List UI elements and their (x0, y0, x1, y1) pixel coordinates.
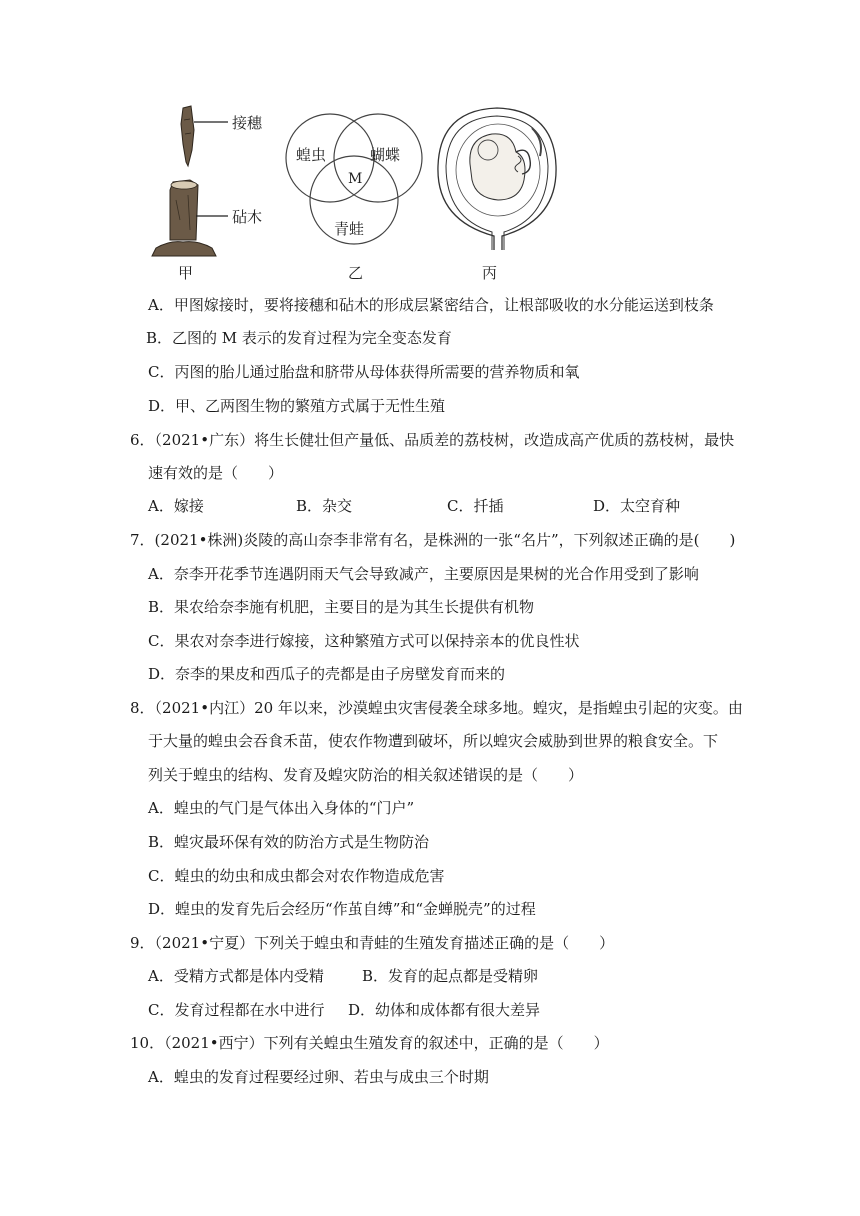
q8-stem-line2: 于大量的蝗虫会吞食禾苗，使农作物遭到破坏，所以蝗灾会威胁到世界的粮食安全。下 (148, 732, 719, 750)
q5-option-c: C．丙图的胎儿通过胎盘和脐带从母体获得所需要的营养物质和氧 (148, 363, 580, 381)
stock-label: 砧木 (232, 208, 263, 226)
venn-center-m: M (348, 171, 363, 187)
figure-row (150, 100, 580, 285)
q9-option-b: B．发育的起点都是受精卵 (362, 967, 539, 985)
q6-option-c: C．扦插 (447, 497, 504, 515)
figure-bing-caption: 丙 (482, 264, 498, 282)
q9-stem-line1: 9．（2021•宁夏）下列关于蝗虫和青蛙的生殖发育描述正确的是（ ） (130, 934, 615, 952)
q6-option-b: B．杂交 (296, 497, 353, 515)
q8-option-a: A．蝗虫的气门是气体出入身体的“门户” (148, 799, 415, 817)
figure-jia-caption: 甲 (178, 264, 194, 282)
q8-stem-line1: 8．（2021•内江）20 年以来，沙漠蝗虫灾害侵袭全球多地。蝗灾，是指蝗虫引起的灾变。由 (130, 699, 743, 717)
venn-circle-locust: 蝗虫 (296, 146, 327, 164)
figure-yi-caption: 乙 (348, 264, 364, 282)
q8-stem-line3: 列关于蝗虫的结构、发育及蝗灾防治的相关叙述错误的是（ ） (148, 766, 584, 784)
q6-stem-line1: 6．（2021•广东）将生长健壮但产量低、品质差的荔枝树，改造成高产优质的荔枝树，最快 (130, 431, 735, 449)
uterus-fetus-illustration (432, 100, 562, 260)
q7-option-d: D．奈李的果皮和西瓜子的壳都是由子房壁发育而来的 (148, 665, 506, 683)
venn-circle-butterfly: 蝴蝶 (370, 146, 401, 164)
figure-yi-venn (280, 100, 430, 285)
q9-option-d: D．幼体和成体都有很大差异 (348, 1001, 541, 1019)
q8-option-b: B．蝗灾最环保有效的防治方式是生物防治 (148, 833, 430, 851)
scion-label: 接穗 (232, 114, 263, 132)
q5-option-b: B．乙图的 M 表示的发育过程为完全变态发育 (146, 329, 452, 347)
q7-option-a: A．奈李开花季节连遇阴雨天气会导致减产，主要原因是果树的光合作用受到了影响 (148, 565, 699, 583)
figure-jia-grafting (150, 100, 280, 285)
q7-stem-line1: 7．(2021•株洲)炎陵的高山奈李非常有名，是株洲的一张“名片”，下列叙述正确的是( ) (130, 531, 736, 549)
q6-option-a: A．嫁接 (148, 497, 204, 515)
q9-option-c: C．发育过程都在水中进行 (148, 1001, 325, 1019)
q5-option-a: A．甲图嫁接时，要将接穗和砧木的形成层紧密结合，让根部吸收的水分能运送到枝条 (148, 296, 714, 314)
q10-stem-line1: 10．（2021•西宁）下列有关蝗虫生殖发育的叙述中，正确的是（ ） (130, 1034, 609, 1052)
q6-stem-line2: 速有效的是（ ） (148, 464, 284, 482)
q7-option-c: C．果农对奈李进行嫁接，这种繁殖方式可以保持亲本的优良性状 (148, 632, 580, 650)
venn-circle-frog: 青蛙 (334, 220, 365, 238)
q10-option-a: A．蝗虫的发育过程要经过卵、若虫与成虫三个时期 (148, 1068, 489, 1086)
q5-option-d: D．甲、乙两图生物的繁殖方式属于无性生殖 (148, 397, 446, 415)
q7-option-b: B．果农给奈李施有机肥，主要目的是为其生长提供有机物 (148, 598, 535, 616)
q8-option-c: C．蝗虫的幼虫和成虫都会对农作物造成危害 (148, 867, 445, 885)
q8-option-d: D．蝗虫的发育先后会经历“作茧自缚”和“金蝉脱壳”的过程 (148, 900, 536, 918)
figure-bing-uterus (432, 100, 562, 285)
q9-option-a: A．受精方式都是体内受精 (148, 967, 324, 985)
q6-option-d: D．太空育种 (593, 497, 681, 515)
